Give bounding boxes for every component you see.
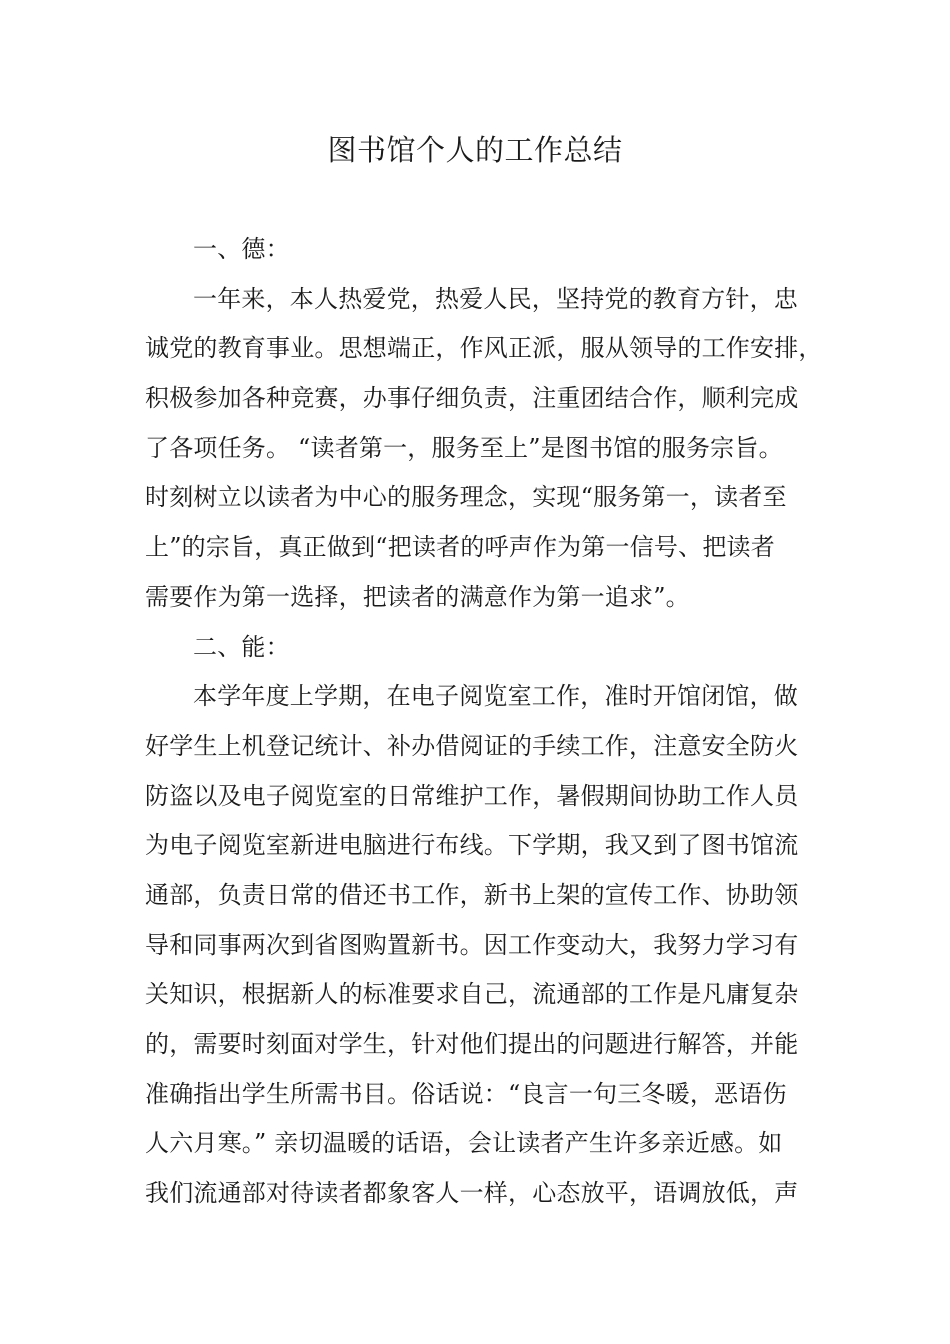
paragraph-line: 关知识，根据新人的标准要求自己，流通部的工作是凡庸复杂 bbox=[145, 980, 799, 1009]
document-body bbox=[145, 225, 825, 1219]
paragraph-line: 我们流通部对待读者都象客人一样，心态放平，语调放低，声 bbox=[145, 1179, 799, 1208]
paragraph-line: 了各项任务。 “读者第一，服务至上”是图书馆的服务宗旨。 bbox=[145, 433, 783, 462]
paragraph-line: 好学生上机登记统计、补办借阅证的手续工作，注意安全防火 bbox=[145, 731, 799, 760]
section-heading-neng: 二、能： bbox=[193, 632, 290, 661]
paragraph-line: 上”的宗旨，真正做到“把读者的呼声作为第一信号、把读者 bbox=[145, 533, 775, 562]
paragraph-line: 为电子阅览室新进电脑进行布线。下学期，我又到了图书馆流 bbox=[145, 831, 799, 860]
paragraph-line: 通部，负责日常的借还书工作，新书上架的宣传工作、协助领 bbox=[145, 880, 799, 909]
paragraph-line: 诚党的教育事业。思想端正，作风正派，服从领导的工作安排， bbox=[145, 334, 823, 363]
page-title: 图书馆个人的工作总结 bbox=[327, 133, 623, 167]
paragraph-line: 本学年度上学期，在电子阅览室工作，准时开馆闭馆，做 bbox=[193, 682, 798, 711]
paragraph-line: 积极参加各种竞赛，办事仔细负责，注重团结合作，顺利完成 bbox=[145, 384, 799, 413]
paragraph-line: 的，需要时刻面对学生，针对他们提出的问题进行解答，并能 bbox=[145, 1030, 799, 1058]
section-heading-de: 一、德： bbox=[193, 235, 290, 263]
paragraph-line: 需要作为第一选择，把读者的满意作为第一追求”。 bbox=[145, 582, 690, 611]
paragraph-line: 时刻树立以读者为中心的服务理念，实现“服务第一，读者至 bbox=[145, 483, 787, 512]
paragraph-line: 防盗以及电子阅览室的日常维护工作，暑假期间协助工作人员 bbox=[145, 781, 799, 810]
paragraph-line: 一年来，本人热爱党，热爱人民，坚持党的教育方针，忠 bbox=[193, 284, 798, 313]
paragraph-line: 导和同事两次到省图购置新书。因工作变动大，我努力学习有 bbox=[145, 930, 799, 959]
paragraph-line: 人六月寒。” 亲切温暖的话语，会让读者产生许多亲近感。如 bbox=[145, 1129, 783, 1158]
paragraph-line: 准确指出学生所需书目。俗话说：“良言一句三冬暖，恶语伤 bbox=[145, 1079, 787, 1108]
